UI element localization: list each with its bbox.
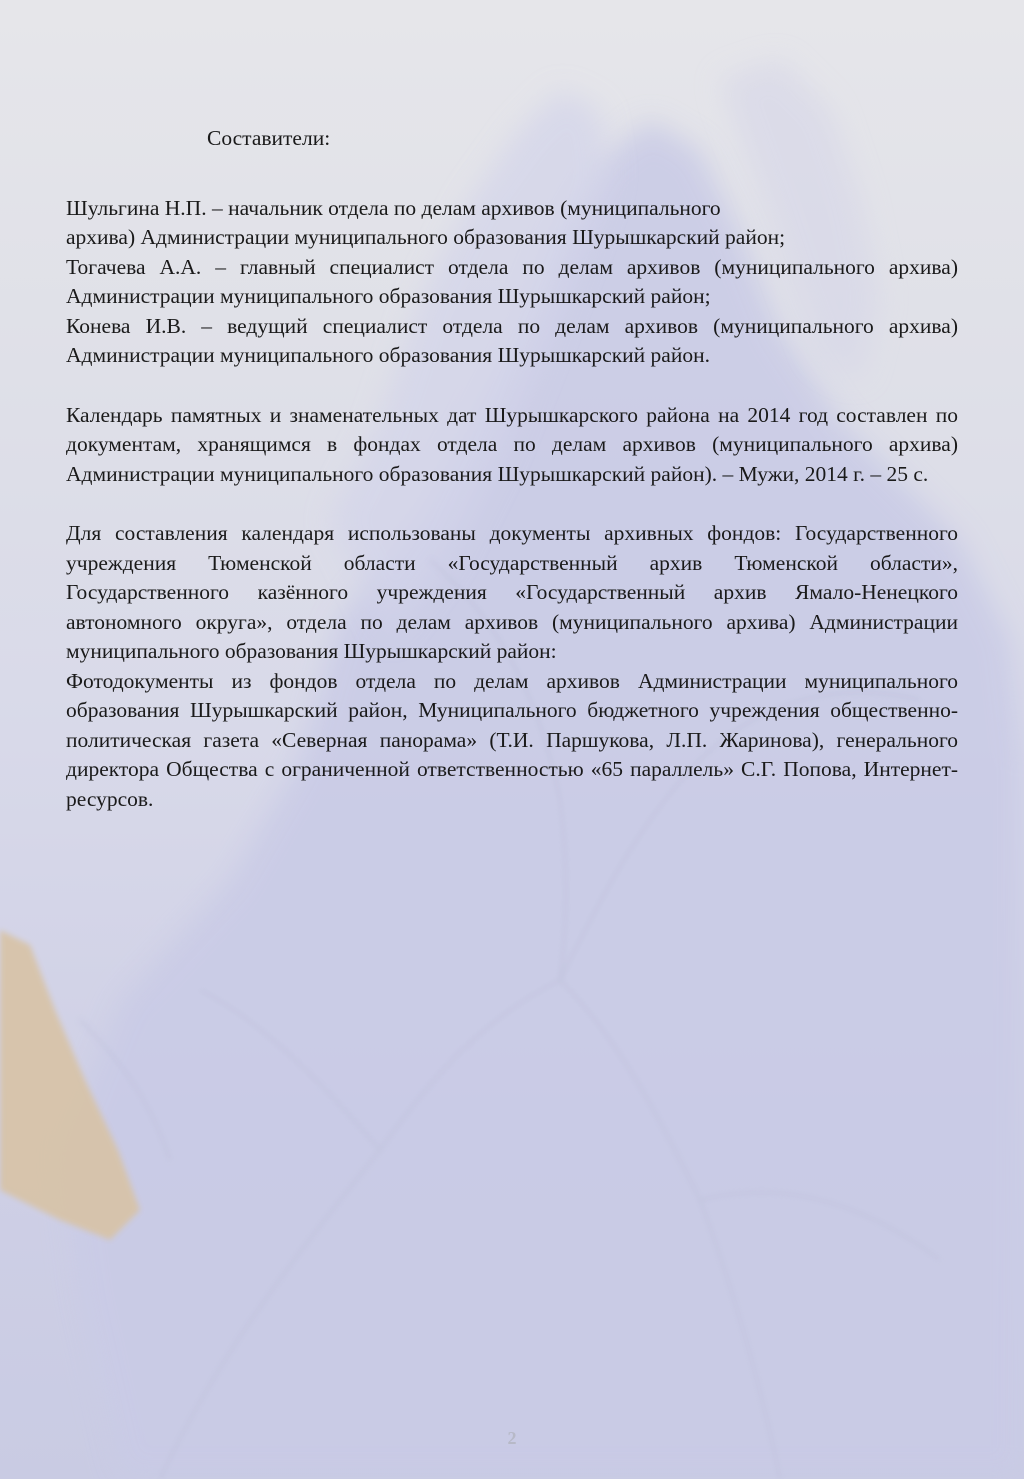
- calendar-description: Календарь памятных и знаменательных дат Шурышкарского района на 2014 год составлен по документам, хранящимся в фондах отдела по делам архивов (муниципального архива) Администрации муниципального образования Шурышкарский район). – Мужи, 2014 г. – 25 с.: [66, 402, 958, 486]
- compiler-shulgina-line1: Шульгина Н.П. – начальник отдела по делам архивов (муниципального: [66, 195, 721, 220]
- compilers-heading: Составители:: [207, 126, 331, 150]
- sources-paragraph: Для составления календаря использованы документы архивных фондов: Государственного учреждения Тюменской области «Государственный архив Тюменской области», Государственного казённого учреждения «Государственный архив Ямало-Ненецкого автономного округа», отдела по делам архивов (муниципального архива) Администрации муниципального образования Шурышкарский район:: [66, 521, 958, 663]
- compilers-list: [66, 194, 958, 371]
- compiler-shulgina-line2: архива) Администрации муниципального образования Шурышкарский район;: [66, 225, 786, 249]
- document-body: [66, 124, 958, 814]
- page-number: 2: [507, 1428, 517, 1448]
- photo-sources-paragraph: Фотодокументы из фондов отдела по делам архивов Администрации муниципального образования Шурышкарский район, Муниципального бюджетного учреждения общественно-политическая газета «Северная панорама» (Т.И. Паршукова, Л.П. Жаринова), генерального директора Общества с ограниченной ответственностью «65 параллель» С.Г. Попова, Интернет-ресурсов.: [66, 668, 958, 811]
- compiler-koneva: Конева И.В. – ведущий специалист отдела по делам архивов (муниципального архива) Администрации муниципального образования Шурышкарский район.: [66, 313, 958, 367]
- compiler-togacheva: Тогачева А.А. – главный специалист отдела по делам архивов (муниципального архива) Администрации муниципального образования Шурышкарский район;: [66, 254, 958, 308]
